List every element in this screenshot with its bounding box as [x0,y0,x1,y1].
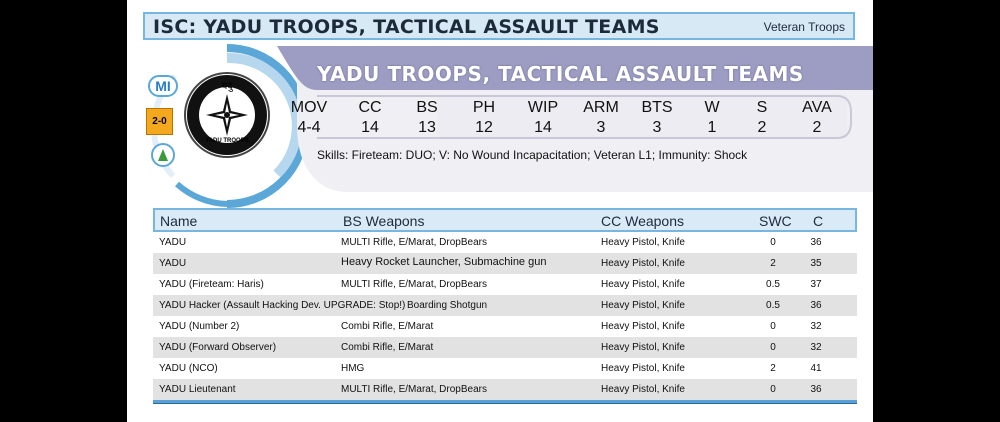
row-name: YADU (NCO) [159,363,218,374]
row-name: YADU [159,237,187,248]
row-cost: 32 [810,321,822,332]
stat-w: W 1 [704,99,720,136]
row-name: YADU Lieutenant [159,384,236,395]
row-swc: 0.5 [766,279,780,290]
table-footer-bar [153,400,857,404]
profile-title: ISC: YADU TROOPS, TACTICAL ASSAULT TEAMS [153,16,660,38]
row-cc-weapons: Heavy Pistol, Knife [601,258,685,269]
row-name: YADU (Number 2) [159,321,240,332]
row-bs-weapons: Heavy Rocket Launcher, Submachine gun [341,256,547,268]
row-cost: 36 [810,384,822,395]
row-bs-weapons: Boarding Shotgun [407,300,488,311]
row-cost: 35 [810,258,822,269]
header-cc-weapons: CC Weapons [601,213,685,229]
row-swc: 0.5 [766,300,780,311]
row-cost: 41 [810,363,822,374]
row-swc: 0 [770,384,776,395]
table-row [153,232,857,253]
row-bs-weapons: MULTI Rifle, E/Marat, DropBears [341,279,487,290]
green-arrow-icon [151,143,175,167]
row-swc: 0 [770,321,776,332]
unit-emblem [184,72,270,158]
row-bs-weapons: Combi Rifle, E/Marat [341,321,434,332]
table-row [153,337,857,358]
impetuous-badge: 2-0 [146,108,173,135]
row-cost: 36 [810,300,822,311]
row-cc-weapons: Heavy Pistol, Knife [601,342,685,353]
row-swc: 2 [770,363,776,374]
table-row [153,358,857,379]
row-cc-weapons: Heavy Pistol, Knife [601,384,685,395]
stat-cc: CC 14 [358,99,382,136]
row-bs-weapons: MULTI Rifle, E/Marat, DropBears [341,384,487,395]
stat-bs: BS 13 [416,99,438,136]
row-cc-weapons: Heavy Pistol, Knife [601,279,685,290]
row-cc-weapons: Heavy Pistol, Knife [601,363,685,374]
stat-wip: WIP 14 [527,99,559,136]
table-row [153,274,857,295]
table-row [153,253,857,274]
table-row [153,295,857,316]
skills-line: Skills: Fireteam: DUO; V: No Wound Incapacitation; Veteran L1; Immunity: Shock [317,148,748,162]
row-bs-weapons: Combi Rifle, E/Marat [341,342,434,353]
stat-s: S 2 [756,99,768,136]
row-cc-weapons: Heavy Pistol, Knife [601,321,685,332]
emblem-devanagari-text: यदु [221,81,233,92]
row-swc: 2 [770,258,776,269]
stat-mov: MOV 4-4 [290,99,328,136]
troop-class-label: Veteran Troops [763,20,845,34]
stat-bts: BTS 3 [641,99,673,136]
table-header [153,208,857,232]
row-bs-weapons: MULTI Rifle, E/Marat, DropBears [341,237,487,248]
row-name: YADU (Forward Observer) [159,342,277,353]
emblem-caption: YADU TROOPS [205,138,249,144]
row-name: YADU Hacker (Assault Hacking Dev. UPGRADE: Stop!) [159,300,406,311]
table-row [153,379,857,400]
stat-ph: PH 12 [472,99,496,136]
row-cost: 32 [810,342,822,353]
row-swc: 0 [770,342,776,353]
row-name: YADU (Fireteam: Haris) [159,279,264,290]
stat-ava: AVA 2 [802,99,832,136]
row-cc-weapons: Heavy Pistol, Knife [601,300,685,311]
unit-name: YADU TROOPS, TACTICAL ASSAULT TEAMS [317,62,804,86]
header-name: Name [160,213,198,229]
row-name: YADU [159,258,187,269]
troop-type-badge: MI [148,75,178,97]
header-bs-weapons: BS Weapons [343,213,425,229]
unit-profile-card [127,0,873,422]
row-cost: 36 [810,237,822,248]
header-cost: C [813,213,824,229]
profiles-table [153,208,857,404]
row-bs-weapons: HMG [341,363,365,374]
row-swc: 0 [770,237,776,248]
header-swc: SWC [759,213,792,229]
row-cc-weapons: Heavy Pistol, Knife [601,237,685,248]
row-cost: 37 [810,279,822,290]
stat-arm: ARM 3 [583,99,619,136]
table-row [153,316,857,337]
